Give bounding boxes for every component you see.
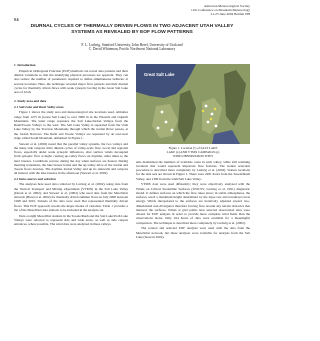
header-conference: 11th Conference on Mountain Meteorology [190, 8, 250, 13]
station-marker [207, 120, 210, 123]
figure-caption [136, 146, 250, 158]
author-line-1: F. L. Ludwig, Stanford University, John Horel, University of Utah and [81, 43, 183, 47]
intro-paragraph: Empirical Orthogonal Function (EOF) methods can reveal data patterns and their diurnal variations so that the underlying physical processes are apparent. They can also reduce the number of parameters required to define simultaneous behavior at several locations. Here, the technique revealed major flow patterns and their diurnal cycles for thermally driven flows with weak synoptic forcing in the Great Salt Lake area of Utah. [14, 68, 128, 94]
station-marker [215, 124, 218, 127]
right-column [136, 62, 250, 241]
header-dates: 21-25 June 2004 Bartlett NH [210, 12, 250, 17]
subsection-heading-valleys: 2.1 Salt Lake and Rush Valley areas [14, 105, 64, 109]
left-column [14, 62, 128, 228]
caption-line-1: Figure 1. Location (•) of SALT LAKE [168, 145, 218, 150]
station-marker [205, 104, 208, 107]
right-paragraph-3: The rotated and selected EOF analysis were used with the data from the MesoWest network, but these analyses were available for analysis from the Salt Lake (Stewart 2002). [136, 226, 250, 239]
study-area-map [136, 64, 250, 144]
paper-title: DIURNAL CYCLES OF THERMALLY DRIVEN FLOWS IN TWO ADJACENT UTAH VALLEY SYSTEMS AS REVEALED BY EOF FLOW PATTERNS [30, 24, 234, 35]
paper-number: 9.6 [14, 18, 19, 22]
station-marker [165, 120, 168, 123]
subsection-heading-data-sources: 2.2 Data sources and selection [14, 177, 56, 181]
station-marker [157, 126, 160, 129]
conference-header [191, 4, 250, 16]
author-block [20, 43, 244, 51]
right-paragraph-1: ems maximized the numbers of available cases in each valley, while still retaining locations that would represent important flow features. The station selection procedure is described more completely by Ludwig et al. (2004). Station locations for the data sets are shown in Figure 1. There were 2281 hours from the Tooele/Rush Valley, and 1396 from the Utah/Salt Lake Valley. [136, 159, 250, 181]
data-sources-paragraph-2: Data at eight MesoWest stations in the Tooele/Rush and the Salt Lake/Utah Lake Valleys were selected to represent side and wide areas, as well as side canyon entrances, where possible. The wind data were analyzed in these valleys. [14, 213, 128, 226]
section-heading-introduction: 1. Introduction [14, 63, 36, 67]
caption-line-3: WIND OBSERVATION SITES [172, 153, 214, 158]
station-marker [171, 128, 174, 131]
terrain-map-graphic [136, 64, 250, 144]
section-heading-study-area: 2. Study area and data [14, 99, 47, 104]
data-sources-paragraph-1: The analyses here used data collected by Ludwig et al. (2002), using data from the Vertical Transport and Mixing eXperiment (VTMX) in the Salt Lake Valley (Doran et al. 2002), and Stewart et al. (2002) who used data from the MesoWest network (Horel et al. 2002) for thermally driven summer flows in July 2000 between 1998 and 2001. Subsets of the data were used that represented thermally driven flows. This EOF approach reveals the major modes of variation. Table 1 provides a list of the MesoWest data stations to be included in the analysis set. [14, 182, 128, 212]
right-paragraph-2: VTMX data were used differently; they were objectively analyzed with the Winds on Critical Streamline Surfaces (WOCSS; Ludwig et al. 1991) diagnostic model. It defines surfaces on which the flow takes place; in stable atmospheres, the surfaces reach a maximum height determined by the lapse rate and terrain/sea level energy. Winds interpolated to the surfaces are iteratively adjusted toward two-dimensional non-divergence therefore forcing flow around any terrain obstacles that intersect the surfaces. Winds at grid points near selected observation sites were chosen for EOF analysis in order to provide more complete wind fields than the observations alone. Only 104 hours of data were available for a meaningful comparison. The technique is described more completely by Ludwig et al. (2002). [136, 182, 250, 225]
station-marker [211, 112, 214, 115]
station-marker [161, 110, 164, 113]
header-society: American Meteorological Society [204, 4, 250, 8]
author-line-2: C. David Whiteman, Pacific Northwest National Laboratory [88, 47, 176, 52]
map-label-great-salt-lake: Great Salt Lake [144, 71, 175, 77]
study-area-paragraph-2: Stewart et al. (2002) noted that the parallel valley systems, the two valleys and the many side canyons drive diurnal cycles of valley-scale flow. Local and regional flows, especially under weak synoptic influences, alter surface winds decoupled from synoptic flow at night, causing up-valley flows on daytime, other times to the land breezes. Conditions reverse during the day when surfaces are heated. During morning transitions, the lake breeze forms and the up-valley drive of the Jordan and Tooele flows develop. The daytime Jordan Valley and up its sidewalls and canyons all interact with the lake breezes in the afternoon (Stewart et al. 2002). [14, 141, 128, 176]
study-area-paragraph-1: Figure 1 shows the study area and meteorological site locations used. Altitudes range from 1275 m (Great Salt Lake) to over 3000 m in the Wasatch and Oquirrh Mountains. The latter range separates the Salt Lake/Jordan Valleys from the Rush/Tooele Valleys to the west. The Salt Lake Valley is separated from the Utah Lake Valley by the Traverse Mountains through which the Jordan River passes, at the Jordan Narrows. The Rush and Tooele Valleys are separated by an east-west ridge called South Mountain, unmarked in Figure 1. [14, 110, 128, 140]
caption-line-2: LAKE (x) AND VTMX CAMPAIGN (o) [166, 149, 220, 154]
